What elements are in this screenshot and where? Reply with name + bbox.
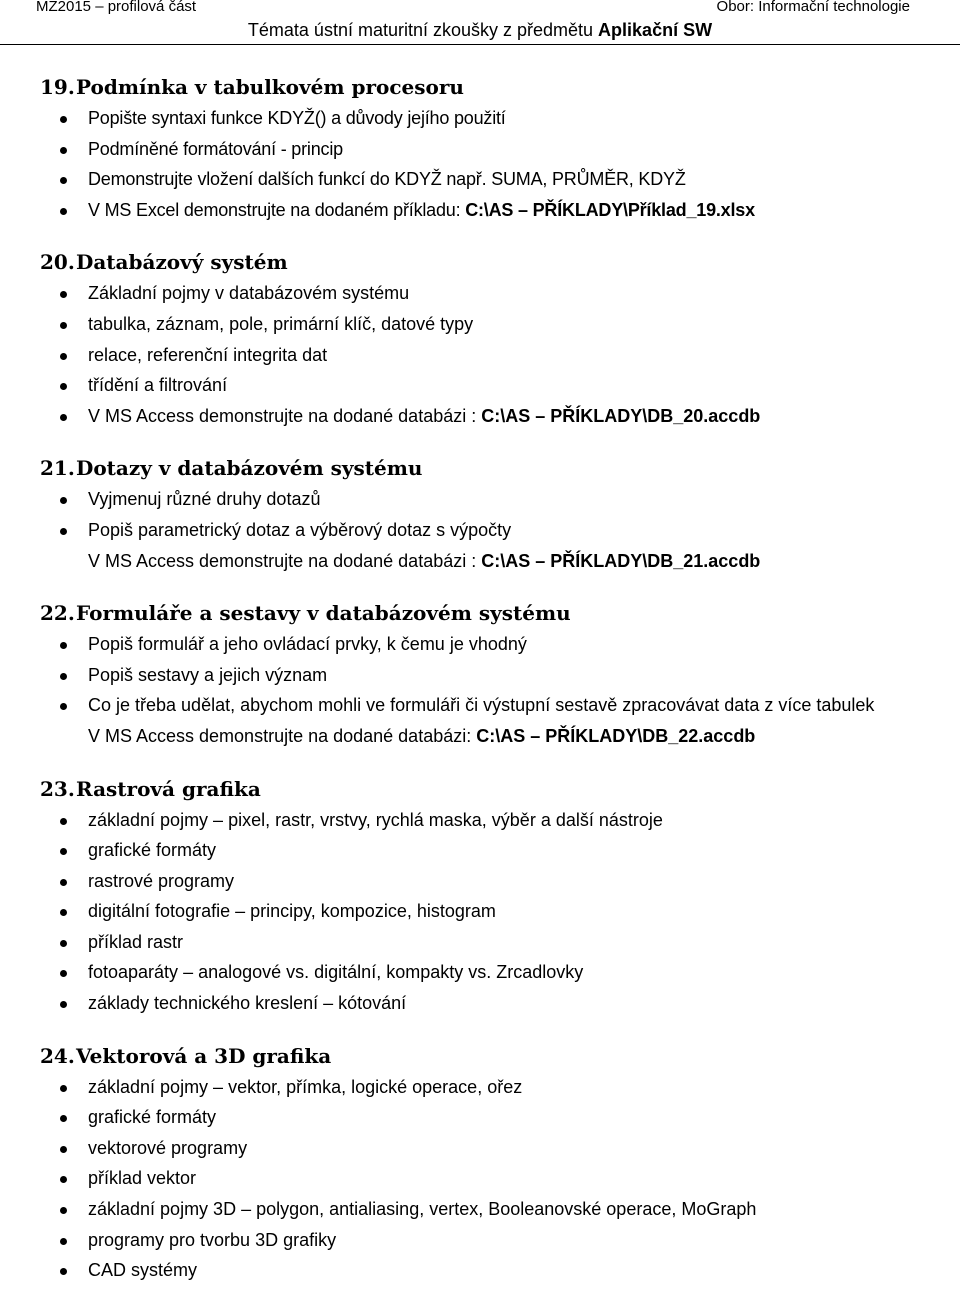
header-left-text: MZ2015 – profilová část [36, 0, 197, 15]
list-item-text: programy pro tvorbu 3D grafiky [88, 1229, 337, 1250]
topic-title: Databázový systém [76, 250, 288, 275]
file-path: C:\AS – PŘÍKLADY\DB_20.accdb [481, 405, 761, 426]
list-item-text: třídění a filtrování [88, 375, 228, 396]
header-rule [0, 44, 960, 45]
topic-heading [40, 452, 940, 484]
topic-heading [40, 246, 940, 278]
topic-section [40, 246, 940, 431]
list-item [40, 1102, 940, 1133]
list-item [40, 660, 940, 691]
list-item [40, 484, 940, 515]
list-item-text: grafické formáty [88, 1107, 217, 1128]
list-item-text: grafické formáty [88, 840, 217, 861]
topic-section [40, 452, 940, 576]
list-item-text: Podmíněné formátování - princip [88, 138, 343, 159]
list-item [40, 988, 940, 1019]
list-item-text: příklad vektor [88, 1168, 197, 1189]
list-item-text: základy technického kreslení – kótování [88, 993, 407, 1014]
header-title [0, 20, 960, 41]
topic-number: 23. [40, 776, 75, 801]
topic-title: Podmínka v tabulkovém procesoru [76, 75, 464, 99]
list-item [40, 896, 940, 927]
page-header [0, 0, 960, 46]
topic-item-list [40, 278, 940, 431]
topic-item-list [40, 805, 940, 1019]
topic-number: 22. [40, 601, 75, 626]
list-item [40, 866, 940, 897]
list-item-text: V MS Excel demonstrujte na dodaném příkladu: [88, 199, 466, 220]
list-item-text: Popište syntaxi funkce KDYŽ() a důvody jejího použití [88, 108, 506, 128]
list-item [40, 370, 940, 401]
topic-number: 24. [40, 1043, 75, 1068]
header-right-text: Obor: Informační technologie [716, 0, 910, 15]
topic-heading [40, 597, 940, 629]
topic-heading [40, 1040, 940, 1072]
list-item [40, 515, 940, 546]
list-item-text: Základní pojmy v databázovém systému [88, 283, 410, 304]
list-item-text: vektorové programy [88, 1137, 248, 1158]
list-item-text: V MS Access demonstrujte na dodané databázi : [88, 550, 482, 571]
topic-title: Rastrová grafika [76, 776, 261, 801]
list-item [40, 278, 940, 309]
file-path: C:\AS – PŘÍKLADY\DB_22.accdb [476, 725, 756, 746]
list-item-text: Popiš parametrický dotaz a výběrový dotaz s výpočty [88, 519, 512, 540]
list-item [40, 1133, 940, 1164]
list-item-text: základní pojmy – vektor, přímka, logické operace, ořez [88, 1076, 523, 1097]
list-item [40, 340, 940, 371]
list-item [40, 103, 940, 134]
list-item [40, 134, 940, 165]
list-item [40, 690, 940, 721]
list-item [40, 1194, 940, 1225]
header-title-prefix: Témata ústní maturitní zkoušky z předmětu [247, 20, 599, 40]
list-item-text: základní pojmy 3D – polygon, antialiasing, vertex, Booleanovské operace, MoGraph [88, 1199, 757, 1220]
list-item-text: Demonstrujte vložení dalších funkcí do KDYŽ např. SUMA, PRŮMĚR, KDYŽ [88, 169, 686, 190]
list-item-text: základní pojmy – pixel, rastr, vrstvy, rychlá maska, výběr a další nástroje [88, 809, 663, 830]
list-item [40, 805, 940, 836]
file-path: C:\AS – PŘÍKLADY\Příklad_19.xlsx [465, 199, 755, 220]
list-item-text: V MS Access demonstrujte na dodané databázi: [88, 725, 477, 746]
list-item [40, 1255, 940, 1286]
list-item [40, 401, 940, 432]
header-title-subject: Aplikační SW [598, 20, 713, 40]
list-item-text: relace, referenční integrita dat [88, 344, 328, 365]
list-item-text: V MS Access demonstrujte na dodané databázi : [88, 405, 482, 426]
topic-number: 21. [40, 456, 75, 481]
list-item-text: Popiš sestavy a jejich význam [88, 664, 328, 685]
list-item-text: digitální fotografie – principy, kompozice, histogram [88, 901, 496, 922]
list-item [40, 1163, 940, 1194]
list-item [40, 1072, 940, 1103]
list-item [40, 309, 940, 340]
topic-item-list [40, 484, 940, 576]
topic-section [40, 1040, 940, 1286]
list-item [40, 957, 940, 988]
topic-title: Vektorová a 3D grafika [76, 1043, 332, 1068]
list-item [40, 721, 940, 752]
topic-item-list [40, 629, 940, 751]
list-item [40, 927, 940, 958]
list-item-text: Popiš formulář a jeho ovládací prvky, k čemu je vhodný [88, 634, 527, 655]
list-item [40, 195, 940, 226]
list-item-text: příklad rastr [88, 931, 184, 952]
topic-heading [40, 71, 940, 103]
list-item [40, 1225, 940, 1256]
file-path: C:\AS – PŘÍKLADY\DB_21.accdb [481, 550, 761, 571]
list-item [40, 835, 940, 866]
list-item-text: CAD systémy [88, 1260, 198, 1281]
topic-item-list [40, 103, 940, 225]
topic-heading [40, 773, 940, 805]
topic-item-list [40, 1072, 940, 1286]
topic-section [40, 597, 940, 751]
list-item-text: Co je třeba udělat, abychom mohli ve formuláři či výstupní sestavě zpracovávat data z více tabulek [88, 695, 875, 716]
list-item-text: Vyjmenuj různé druhy dotazů [88, 489, 321, 510]
topic-number: 20. [40, 250, 75, 275]
list-item-text: fotoaparáty – analogové vs. digitální, kompakty vs. Zrcadlovky [88, 962, 584, 983]
list-item [40, 546, 940, 577]
topic-section [40, 71, 940, 225]
document-body [40, 71, 940, 1307]
list-item-text: rastrové programy [88, 870, 235, 891]
topic-title: Formuláře a sestavy v databázovém systému [76, 601, 571, 626]
list-item [40, 629, 940, 660]
list-item-text: tabulka, záznam, pole, primární klíč, datové typy [88, 313, 474, 334]
list-item [40, 164, 940, 195]
topic-title: Dotazy v databázovém systému [76, 456, 423, 481]
topic-section [40, 773, 940, 1019]
topic-number: 19. [40, 75, 75, 99]
